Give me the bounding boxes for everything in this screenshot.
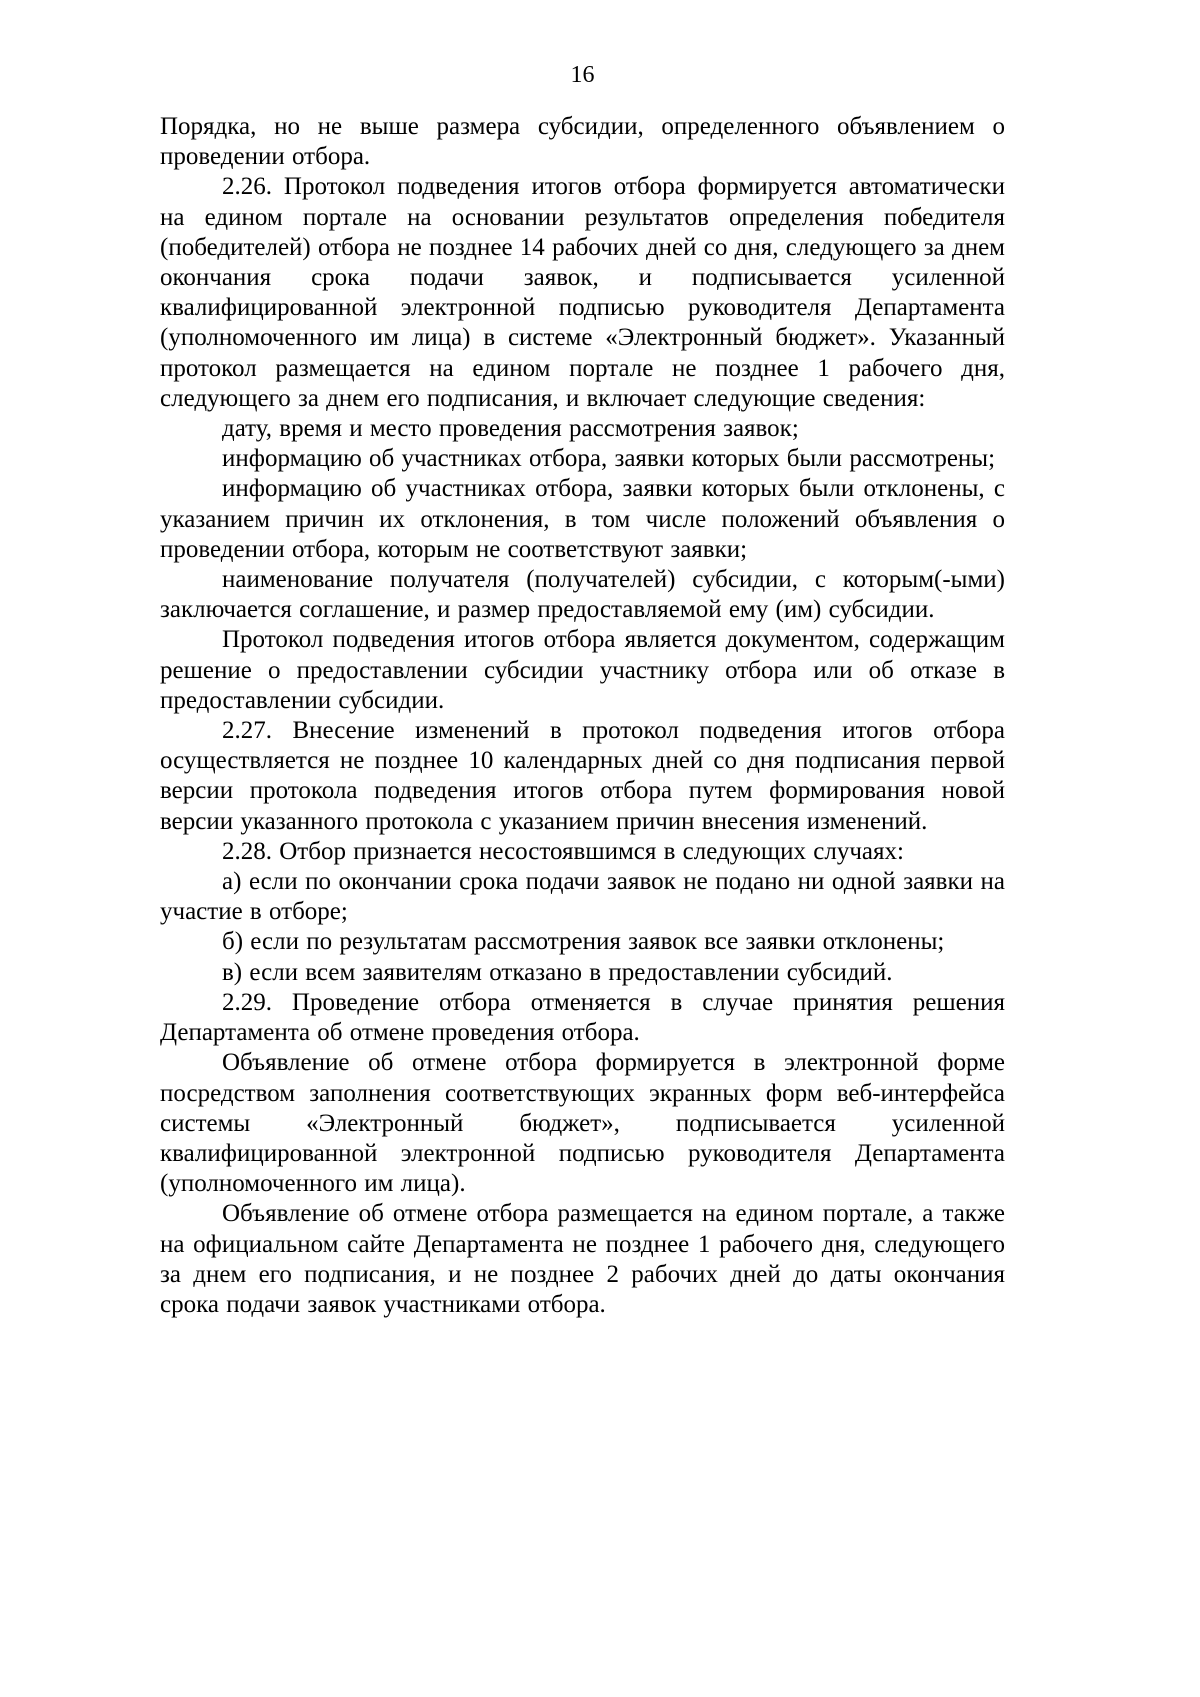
paragraph-case-b: б) если по результатам рассмотрения заявок все заявки отклонены; bbox=[222, 928, 945, 956]
paragraph-2-26: 2.26. Протокол подведения итогов отбора формируется автоматически на едином портале на основании результатов определения победителя (победителей) отбора не позднее 14 рабочих дней со дня, следующего за днем окончания срока подачи заявок, и подписывается усиленной квалифицированной электронной подписью руководителя Департамента (уполномоченного им лица) в системе «Электронный бюджет». Указанный протокол размещается на едином портале не позднее 1 рабочего дня, следующего за днем его подписания, и включает следующие сведения: bbox=[160, 173, 1005, 412]
paragraph-continuation: Порядка, но не выше размера субсидии, определенного объявлением о проведении отбора. bbox=[160, 113, 1005, 171]
paragraph-2-27: 2.27. Внесение изменений в протокол подведения итогов отбора осуществляется не позднее 10 календарных дней со дня подписания первой версии протокола подведения итогов отбора путем формирования новой версии указанного протокола с указанием причин внесения изменений. bbox=[160, 717, 1005, 835]
paragraph-list-item: дату, время и место проведения рассмотрения заявок; bbox=[222, 415, 799, 443]
document-body bbox=[160, 112, 1005, 1320]
page-number: 16 bbox=[570, 62, 595, 88]
paragraph-case-v: в) если всем заявителям отказано в предоставлении субсидий. bbox=[222, 958, 893, 986]
paragraph-list-item: наименование получателя (получателей) субсидии, с которым(-ыми) заключается соглашение, и размер предоставляемой ему (им) субсидии. bbox=[160, 566, 1005, 624]
paragraph-cancel-announcement-form: Объявление об отмене отбора формируется в электронной форме посредством заполнения соответствующих экранных форм веб-интерфейса системы «Электронный бюджет», подписывается усиленной квалифицированной электронной подписью руководителя Департамента (уполномоченного им лица). bbox=[160, 1049, 1005, 1198]
paragraph-list-item: информацию об участниках отбора, заявки которых были рассмотрены; bbox=[222, 445, 996, 473]
paragraph-2-28: 2.28. Отбор признается несостоявшимся в следующих случаях: bbox=[222, 837, 904, 865]
paragraph-protocol-document: Протокол подведения итогов отбора является документом, содержащим решение о предоставлении субсидии участнику отбора или об отказе в предоставлении субсидии. bbox=[160, 626, 1005, 714]
paragraph-case-a: а) если по окончании срока подачи заявок не подано ни одной заявки на участие в отборе; bbox=[160, 868, 1005, 926]
paragraph-cancel-announcement-placement: Объявление об отмене отбора размещается на едином портале, а также на официальном сайте Департамента не позднее 1 рабочего дня, следующего за днем его подписания, и не позднее 2 рабочих дней до даты окончания срока подачи заявок участниками отбора. bbox=[160, 1200, 1005, 1318]
paragraph-list-item: информацию об участниках отбора, заявки которых были отклонены, с указанием причин их отклонения, в том числе положений объявления о проведении отбора, которым не соответствуют заявки; bbox=[160, 475, 1005, 563]
paragraph-2-29: 2.29. Проведение отбора отменяется в случае принятия решения Департамента об отмене проведения отбора. bbox=[160, 988, 1005, 1047]
